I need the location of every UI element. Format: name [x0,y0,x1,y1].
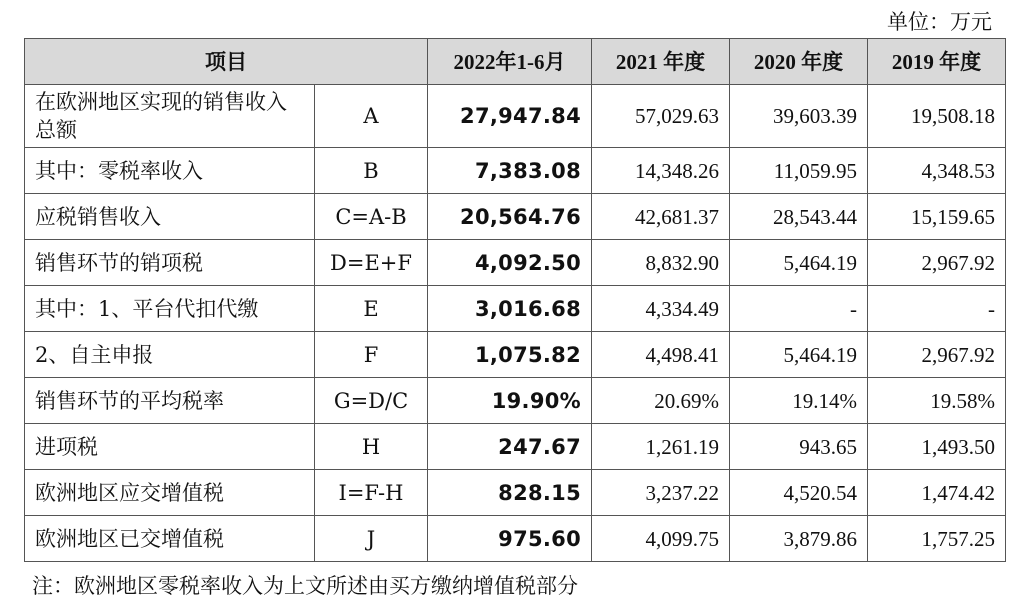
value-2020: 5,464.19 [730,240,868,286]
row-code: F [315,332,428,378]
value-2020: 4,520.54 [730,470,868,516]
unit-label: 单位：万元 [887,10,992,34]
row-item: 2、自主申报 [25,332,315,378]
row-item: 销售环节的平均税率 [25,378,315,424]
value-2022h1: 19.90% [428,378,592,424]
row-code: C=A-B [315,194,428,240]
table-row [25,424,1006,470]
value-2020: - [730,286,868,332]
value-2022h1: 3,016.68 [428,286,592,332]
value-2022h1: 828.15 [428,470,592,516]
value-2021: 1,261.19 [592,424,730,470]
row-item: 在欧洲地区实现的销售收入总额 [25,85,315,148]
row-code: B [315,148,428,194]
footnote: 注：欧洲地区零税率收入为上文所述由买方缴纳增值税部分 [32,574,578,598]
value-2019: 19.58% [868,378,1006,424]
header-item: 项目 [25,39,428,85]
row-code: G=D/C [315,378,428,424]
table-row [25,148,1006,194]
table-row [25,470,1006,516]
table-row [25,378,1006,424]
row-code: I=F-H [315,470,428,516]
value-2022h1: 20,564.76 [428,194,592,240]
value-2020: 19.14% [730,378,868,424]
row-code: J [315,516,428,562]
value-2022h1: 247.67 [428,424,592,470]
value-2022h1: 27,947.84 [428,85,592,148]
value-2020: 39,603.39 [730,85,868,148]
table-row [25,332,1006,378]
row-code: A [315,85,428,148]
value-2021: 8,832.90 [592,240,730,286]
value-2020: 3,879.86 [730,516,868,562]
table-row [25,286,1006,332]
value-2021: 20.69% [592,378,730,424]
header-2022h1: 2022年1-6月 [428,39,592,85]
value-2019: - [868,286,1006,332]
table-row [25,516,1006,562]
row-item: 欧洲地区已交增值税 [25,516,315,562]
value-2022h1: 1,075.82 [428,332,592,378]
value-2019: 2,967.92 [868,332,1006,378]
value-2019: 1,757.25 [868,516,1006,562]
row-item: 欧洲地区应交增值税 [25,470,315,516]
vat-table [24,38,1006,562]
value-2021: 42,681.37 [592,194,730,240]
value-2020: 943.65 [730,424,868,470]
header-2020: 2020 年度 [730,39,868,85]
value-2019: 15,159.65 [868,194,1006,240]
table-row [25,194,1006,240]
header-2019: 2019 年度 [868,39,1006,85]
row-code: H [315,424,428,470]
value-2019: 2,967.92 [868,240,1006,286]
row-code: E [315,286,428,332]
table-row [25,85,1006,148]
row-item: 应税销售收入 [25,194,315,240]
value-2021: 4,099.75 [592,516,730,562]
value-2021: 14,348.26 [592,148,730,194]
value-2021: 3,237.22 [592,470,730,516]
header-2021: 2021 年度 [592,39,730,85]
value-2022h1: 7,383.08 [428,148,592,194]
value-2020: 28,543.44 [730,194,868,240]
row-item: 销售环节的销项税 [25,240,315,286]
value-2019: 1,474.42 [868,470,1006,516]
value-2021: 4,498.41 [592,332,730,378]
table-row [25,240,1006,286]
value-2022h1: 4,092.50 [428,240,592,286]
value-2020: 5,464.19 [730,332,868,378]
value-2020: 11,059.95 [730,148,868,194]
value-2019: 1,493.50 [868,424,1006,470]
table-header-row [25,39,1006,85]
value-2021: 4,334.49 [592,286,730,332]
row-item: 进项税 [25,424,315,470]
value-2021: 57,029.63 [592,85,730,148]
row-item: 其中：1、平台代扣代缴 [25,286,315,332]
row-item: 其中：零税率收入 [25,148,315,194]
value-2019: 4,348.53 [868,148,1006,194]
row-code: D=E+F [315,240,428,286]
value-2022h1: 975.60 [428,516,592,562]
value-2019: 19,508.18 [868,85,1006,148]
